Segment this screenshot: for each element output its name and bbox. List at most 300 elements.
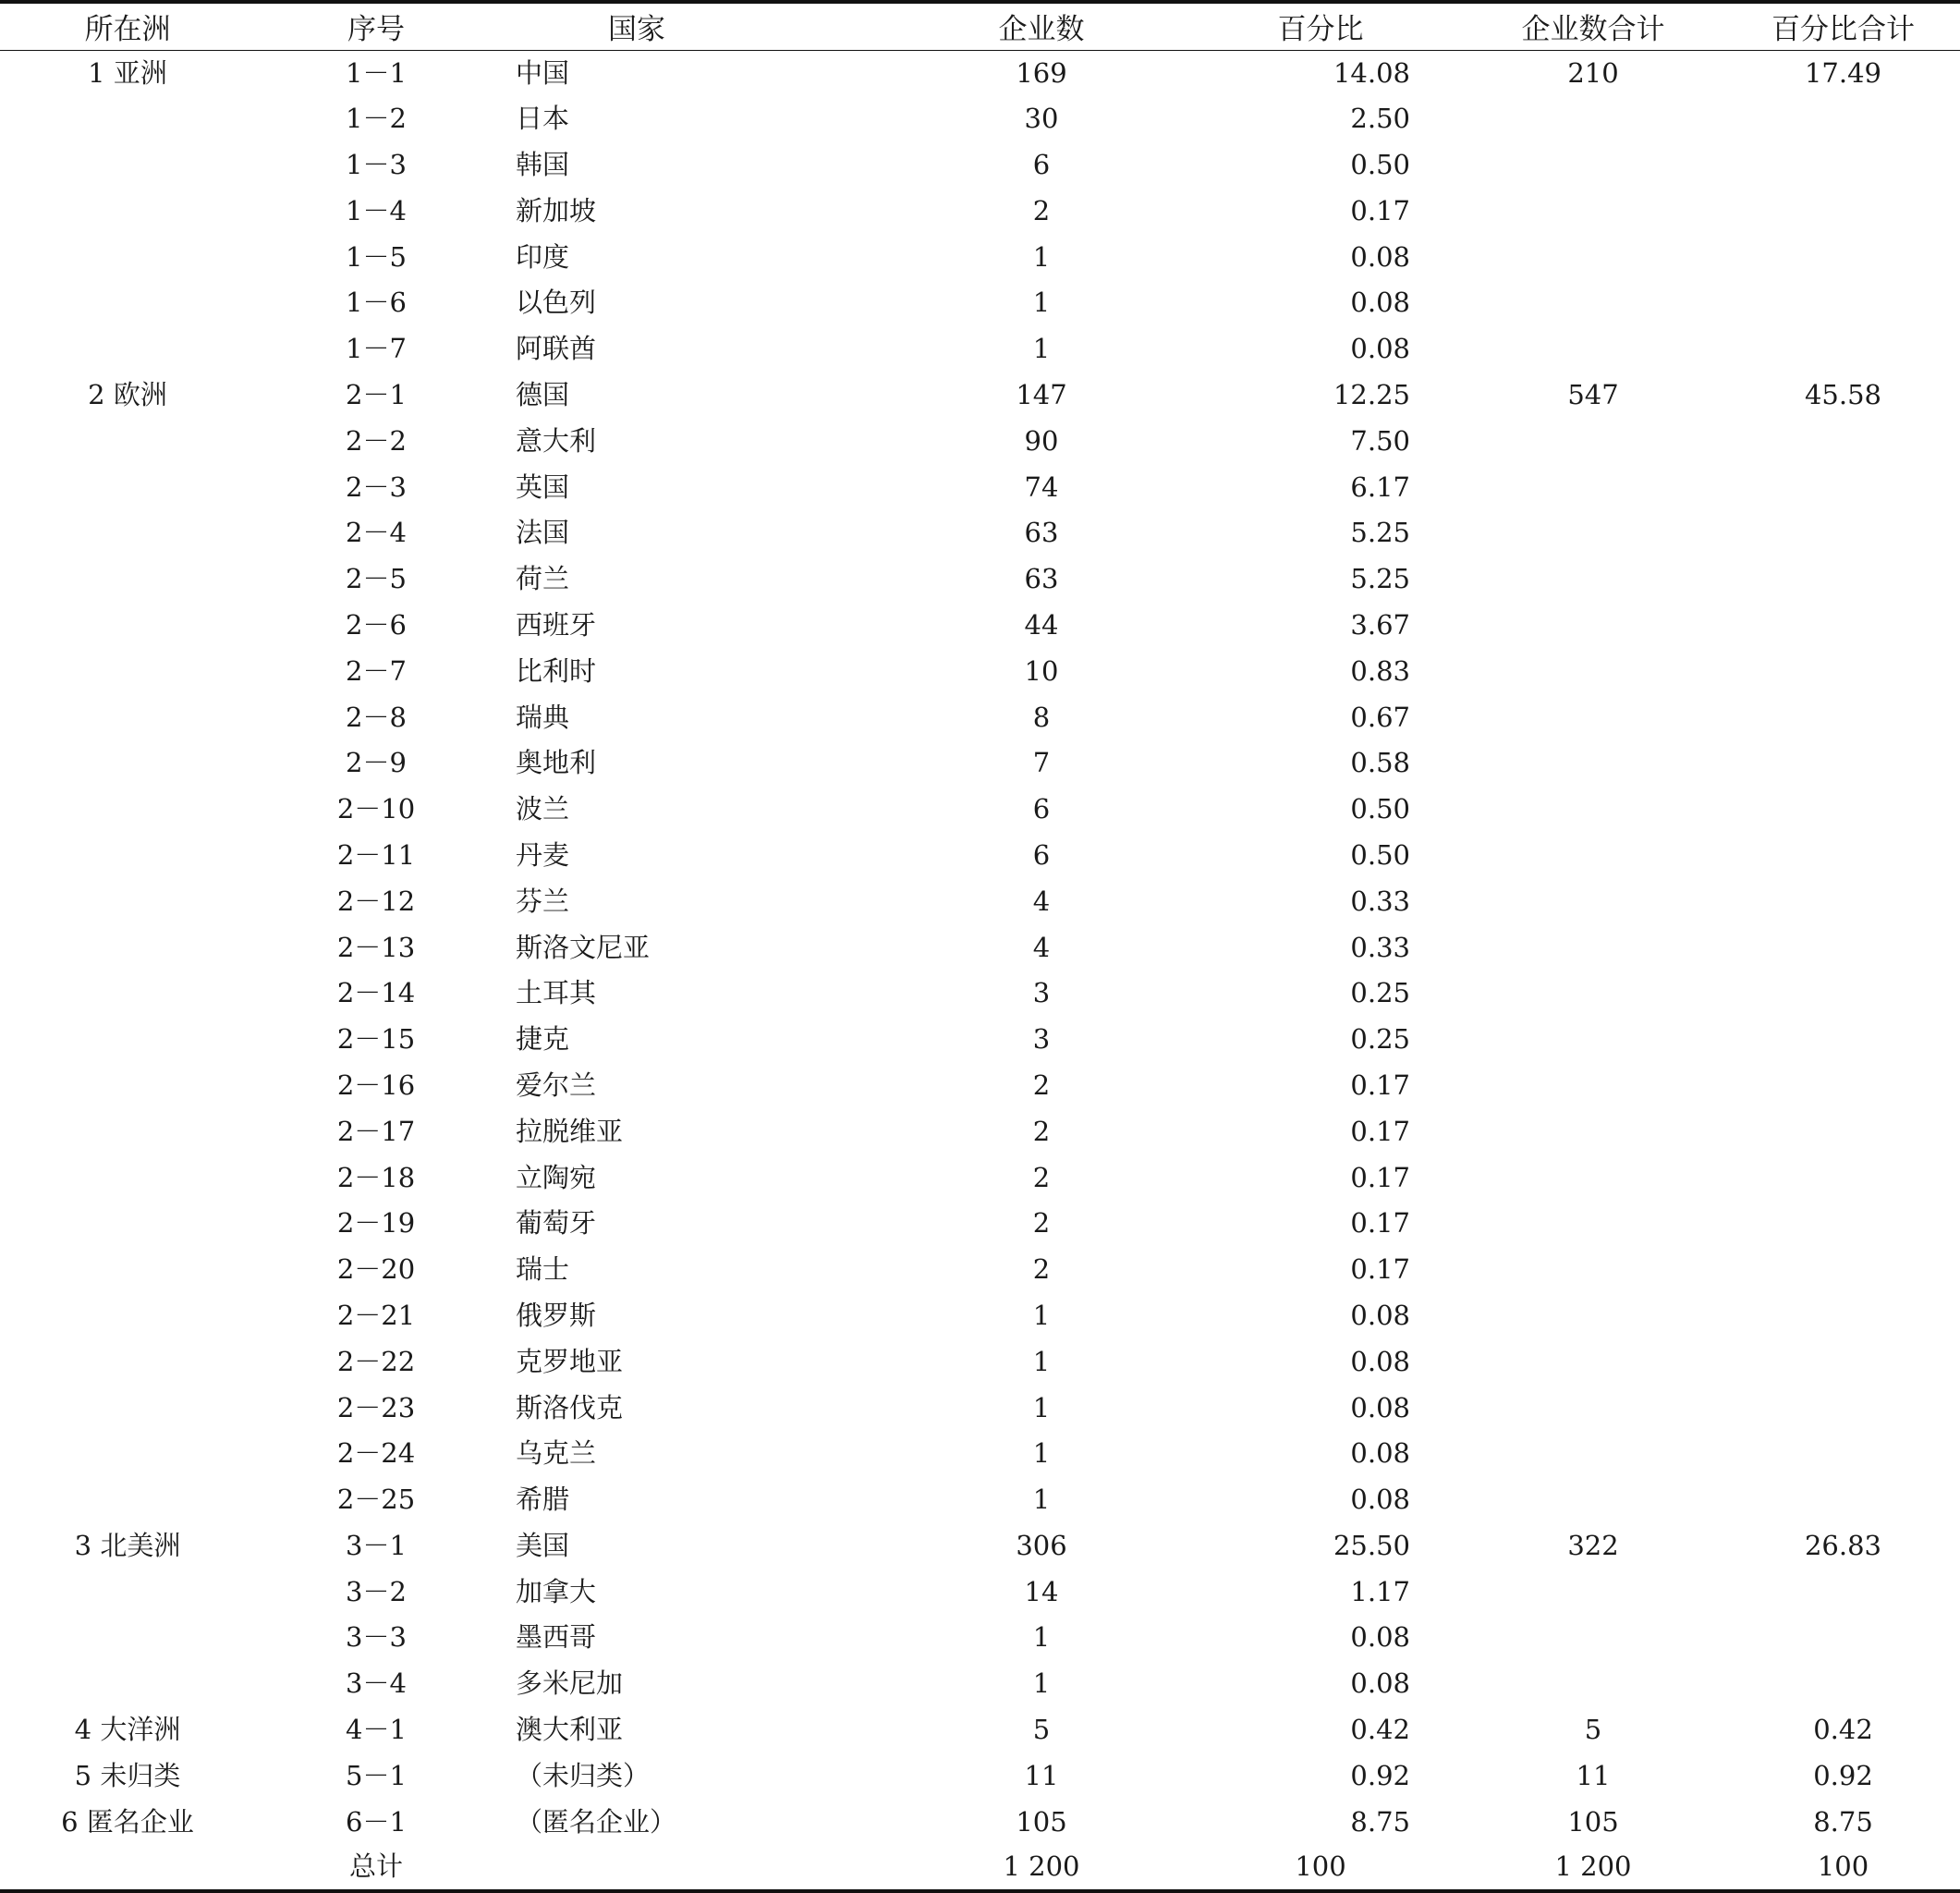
cell-count: 105 [1016,1805,1067,1838]
cell-seq: 3－4 [346,1667,407,1700]
cell-count-total [1460,924,1726,971]
cell-count-total: 547 [1567,378,1619,410]
cell-count: 3 [1032,1023,1051,1056]
cell-percent: 0.08 [1350,1484,1410,1516]
cell-count-total [1460,971,1726,1017]
cell-count-total: 322 [1567,1529,1619,1561]
table-row [0,1799,1960,1845]
cell-percent-total [1726,326,1960,372]
cell-count-total [1460,1615,1726,1661]
cell-country: 德国 [516,378,570,410]
cell-continent [0,464,255,510]
cell-count: 11 [1024,1759,1059,1791]
cell-percent: 6.17 [1350,470,1410,503]
cell-country: 荷兰 [516,563,570,595]
cell-count: 10 [1024,654,1059,687]
cell-percent: 0.17 [1350,1161,1410,1193]
table-row [0,326,1960,372]
cell-continent: 1 亚洲 [88,56,167,89]
cell-count: 5 [1032,1714,1051,1746]
cell-count: 1 [1032,1345,1051,1377]
cell-count-total [1460,603,1726,649]
cell-seq: 2－25 [336,1484,416,1516]
header-row [0,2,1960,50]
cell-country: 葡萄牙 [516,1207,597,1240]
table-row [0,96,1960,142]
cell-percent: 0.58 [1350,747,1410,779]
cell-count: 147 [1016,378,1067,410]
cell-country: 波兰 [516,793,570,825]
cell-count: 2 [1032,1207,1051,1240]
header-percent-total: 百分比合计 [1726,2,1960,50]
cell-count-total [1460,740,1726,787]
cell-percent: 5.25 [1350,563,1410,595]
cell-country: 加拿大 [516,1575,597,1607]
cell-country: 丹麦 [516,838,570,871]
table-row [0,1293,1960,1339]
header-percent: 百分比 [1181,2,1460,50]
cell-count: 1 [1032,1621,1051,1654]
cell-count-total [1460,878,1726,924]
cell-seq: 5－1 [346,1759,407,1791]
cell-count: 1 [1032,287,1051,319]
cell-continent [0,1338,255,1385]
cell-country: 多米尼加 [516,1667,624,1700]
cell-seq: 2－15 [336,1023,416,1056]
table-row [0,556,1960,603]
cell-country: 瑞士 [516,1253,570,1286]
cell-count-total [1460,464,1726,510]
cell-seq: 2－8 [346,701,407,733]
cell-percent: 0.08 [1350,1621,1410,1654]
cell-percent: 0.17 [1350,1069,1410,1101]
cell-count-total [1460,787,1726,833]
table-row [0,510,1960,556]
cell-seq: 2－23 [336,1391,416,1423]
cell-continent [0,787,255,833]
cell-country: 土耳其 [516,977,597,1009]
table-row [0,1154,1960,1201]
cell-continent [0,326,255,372]
cell-seq: 2－20 [336,1253,416,1286]
cell-country: 意大利 [516,424,597,457]
cell-continent [0,1615,255,1661]
cell-country: 日本 [516,103,570,135]
cell-percent-total: 17.49 [1804,56,1882,89]
cell-percent-total [1726,418,1960,464]
cell-seq: 2－9 [346,747,407,779]
cell-continent [0,556,255,603]
cell-percent: 0.08 [1350,1667,1410,1700]
table-row [0,740,1960,787]
cell-seq: 2－14 [336,977,416,1009]
cell-country: 以色列 [516,287,597,319]
cell-continent [0,1063,255,1109]
cell-count-total: 11 [1576,1759,1611,1791]
cell-percent: 2.50 [1350,103,1410,135]
cell-country: 俄罗斯 [516,1299,597,1331]
cell-country: 西班牙 [516,608,597,641]
cell-count-total [1460,188,1726,234]
cell-continent [0,740,255,787]
cell-continent: 5 未归类 [74,1759,181,1791]
cell-seq: 2－19 [336,1207,416,1240]
table-row [0,1201,1960,1247]
cell-percent: 0.17 [1350,1253,1410,1286]
cell-count-total [1460,234,1726,280]
table-row [0,372,1960,419]
cell-count: 3 [1032,977,1051,1009]
cell-count: 1 [1032,1299,1051,1331]
cell-continent [0,971,255,1017]
table-row [0,418,1960,464]
cell-seq: 2－12 [336,885,416,917]
cell-percent: 3.67 [1350,608,1410,641]
cell-percent-total [1726,833,1960,879]
cell-percent-total [1726,142,1960,189]
cell-country: 印度 [516,240,570,273]
cell-percent-total [1726,1615,1960,1661]
cell-country: 斯洛伐克 [516,1391,624,1423]
cell-count: 1 [1032,1437,1051,1470]
cell-percent-total [1726,1661,1960,1707]
cell-seq: 2－10 [336,793,416,825]
header-count: 企业数 [902,2,1181,50]
cell-seq: 3－1 [346,1529,407,1561]
table-row [0,1063,1960,1109]
cell-percent: 14.08 [1333,56,1410,89]
cell-percent-total [1726,1063,1960,1109]
table-row [0,1017,1960,1063]
cell-country: 斯洛文尼亚 [516,931,651,963]
cell-percent: 0.83 [1350,654,1410,687]
cell-count-total [1460,326,1726,372]
total-count: 1 200 [902,1845,1181,1891]
cell-percent: 0.08 [1350,1345,1410,1377]
cell-count: 8 [1032,701,1051,733]
cell-count-total [1460,1338,1726,1385]
cell-country: 奥地利 [516,747,597,779]
cell-count-total [1460,1569,1726,1615]
cell-count: 63 [1024,563,1059,595]
cell-count: 2 [1032,1069,1051,1101]
cell-count: 74 [1024,470,1059,503]
cell-percent: 5.25 [1350,517,1410,549]
total-percent-total: 100 [1726,1845,1960,1891]
cell-percent: 0.33 [1350,885,1410,917]
cell-country: 韩国 [516,148,570,180]
cell-percent-total [1726,556,1960,603]
cell-percent-total: 45.58 [1804,378,1882,410]
cell-count-total [1460,1063,1726,1109]
cell-percent-total: 8.75 [1813,1805,1873,1838]
cell-count-total [1460,694,1726,740]
cell-percent-total [1726,1154,1960,1201]
cell-percent-total [1726,1201,1960,1247]
cell-continent [0,280,255,326]
cell-country: 爱尔兰 [516,1069,597,1101]
cell-seq: 6－1 [346,1805,407,1838]
cell-continent [0,1569,255,1615]
cell-percent: 0.17 [1350,1115,1410,1147]
total-cell-continent [0,1845,255,1891]
table-body [0,50,1960,1891]
cell-count-total [1460,1154,1726,1201]
cell-seq: 2－2 [346,424,407,457]
cell-percent: 0.17 [1350,194,1410,226]
cell-seq: 2－18 [336,1161,416,1193]
cell-percent: 0.50 [1350,148,1410,180]
cell-continent: 6 匿名企业 [61,1805,194,1838]
cell-seq: 2－17 [336,1115,416,1147]
cell-country: 中国 [516,56,570,89]
cell-continent [0,1385,255,1431]
cell-percent: 0.17 [1350,1207,1410,1240]
cell-country: 墨西哥 [516,1621,597,1654]
cell-percent: 0.25 [1350,1023,1410,1056]
table-row [0,1338,1960,1385]
cell-seq: 1－6 [346,287,407,319]
cell-count-total: 5 [1584,1714,1602,1746]
cell-count: 1 [1032,1667,1051,1700]
total-percent: 100 [1181,1845,1460,1891]
cell-count-total [1460,418,1726,464]
table-row [0,188,1960,234]
cell-continent [0,188,255,234]
cell-count: 6 [1032,838,1051,871]
cell-count-total [1460,1017,1726,1063]
cell-continent [0,510,255,556]
cell-count-total: 210 [1567,56,1619,89]
cell-percent-total [1726,1247,1960,1293]
cell-count-total [1460,1201,1726,1247]
cell-count-total [1460,1661,1726,1707]
table-header [0,2,1960,50]
table-row [0,878,1960,924]
cell-count: 90 [1024,424,1059,457]
cell-count-total [1460,280,1726,326]
header-country: 国家 [497,2,902,50]
cell-percent: 0.42 [1350,1714,1410,1746]
cell-percent-total: 26.83 [1804,1529,1882,1561]
cell-continent [0,1108,255,1154]
cell-continent [0,142,255,189]
total-count-total: 1 200 [1460,1845,1726,1891]
cell-continent [0,1247,255,1293]
cell-continent [0,1154,255,1201]
cell-seq: 2－3 [346,470,407,503]
cell-percent: 0.50 [1350,793,1410,825]
cell-count: 6 [1032,793,1051,825]
cell-continent [0,1293,255,1339]
cell-seq: 2－22 [336,1345,416,1377]
cell-count: 1 [1032,333,1051,365]
cell-count: 1 [1032,1391,1051,1423]
cell-seq: 2－16 [336,1069,416,1101]
cell-count-total: 105 [1567,1805,1619,1838]
cell-continent [0,694,255,740]
cell-count-total [1460,1108,1726,1154]
cell-count: 2 [1032,1115,1051,1147]
cell-continent [0,96,255,142]
table-row [0,1385,1960,1431]
total-label: 总计 [255,1845,497,1891]
cell-country: 希腊 [516,1484,570,1516]
cell-percent: 25.50 [1333,1529,1410,1561]
cell-continent [0,418,255,464]
cell-country: 拉脱维亚 [516,1115,624,1147]
cell-seq: 4－1 [346,1714,407,1746]
cell-count-total [1460,1247,1726,1293]
cell-seq: 1－7 [346,333,407,365]
cell-continent [0,878,255,924]
cell-percent: 0.08 [1350,333,1410,365]
cell-seq: 2－24 [336,1437,416,1470]
cell-seq: 2－4 [346,517,407,549]
cell-percent-total [1726,188,1960,234]
table-row [0,694,1960,740]
cell-percent-total [1726,971,1960,1017]
cell-seq: 2－5 [346,563,407,595]
cell-country: 立陶宛 [516,1161,597,1193]
cell-country: 芬兰 [516,885,570,917]
cell-count: 2 [1032,194,1051,226]
cell-percent: 0.08 [1350,1391,1410,1423]
table-row [0,1247,1960,1293]
table-row [0,1523,1960,1569]
cell-percent: 0.08 [1350,1437,1410,1470]
cell-percent: 8.75 [1350,1805,1410,1838]
cell-count-total [1460,1293,1726,1339]
cell-percent: 0.33 [1350,931,1410,963]
cell-percent-total [1726,694,1960,740]
cell-seq: 1－5 [346,240,407,273]
cell-percent-total [1726,1569,1960,1615]
cell-percent-total [1726,648,1960,694]
table-row [0,1477,1960,1523]
cell-seq: 3－2 [346,1575,407,1607]
cell-percent-total [1726,878,1960,924]
cell-continent [0,833,255,879]
table-row [0,464,1960,510]
cell-percent-total [1726,787,1960,833]
cell-percent-total [1726,1108,1960,1154]
cell-count-total [1460,833,1726,879]
cell-continent [0,1201,255,1247]
table-row [0,603,1960,649]
cell-country: 美国 [516,1529,570,1561]
cell-percent: 7.50 [1350,424,1410,457]
cell-percent: 0.92 [1350,1759,1410,1791]
cell-continent [0,1477,255,1523]
cell-percent: 0.08 [1350,240,1410,273]
cell-percent-total [1726,1293,1960,1339]
table-row [0,971,1960,1017]
cell-continent [0,648,255,694]
cell-percent-total [1726,1477,1960,1523]
table-row [0,833,1960,879]
table-row [0,1569,1960,1615]
cell-percent-total [1726,1017,1960,1063]
cell-country: 克罗地亚 [516,1345,624,1377]
cell-count: 7 [1032,747,1051,779]
cell-count: 4 [1032,931,1051,963]
cell-percent-total [1726,1338,1960,1385]
cell-continent [0,234,255,280]
cell-percent-total: 0.92 [1813,1759,1873,1791]
cell-percent-total [1726,510,1960,556]
header-count-total: 企业数合计 [1460,2,1726,50]
cell-percent: 0.25 [1350,977,1410,1009]
cell-seq: 1－4 [346,194,407,226]
cell-continent [0,1431,255,1477]
cell-percent: 0.08 [1350,1299,1410,1331]
cell-percent: 0.50 [1350,838,1410,871]
table-row [0,142,1960,189]
total-row [0,1845,1960,1891]
cell-country: 英国 [516,470,570,503]
table-row [0,1615,1960,1661]
cell-percent-total [1726,603,1960,649]
cell-count: 63 [1024,517,1059,549]
cell-seq: 1－3 [346,148,407,180]
cell-country: （未归类） [516,1759,651,1791]
cell-count-total [1460,1385,1726,1431]
cell-percent: 12.25 [1333,378,1410,410]
cell-continent [0,924,255,971]
cell-seq: 2－11 [336,838,416,871]
cell-country: 新加坡 [516,194,597,226]
cell-count: 2 [1032,1253,1051,1286]
cell-percent: 0.67 [1350,701,1410,733]
cell-percent-total [1726,1431,1960,1477]
cell-country: 阿联酋 [516,333,597,365]
cell-count: 6 [1032,148,1051,180]
table-row [0,1108,1960,1154]
cell-percent-total [1726,924,1960,971]
cell-seq: 2－1 [346,378,407,410]
cell-count-total [1460,648,1726,694]
cell-percent-total: 0.42 [1813,1714,1873,1746]
cell-continent [0,603,255,649]
cell-count: 30 [1024,103,1059,135]
cell-continent: 2 欧洲 [88,378,167,410]
cell-count: 2 [1032,1161,1051,1193]
table-row [0,234,1960,280]
cell-percent-total [1726,464,1960,510]
table-row [0,50,1960,96]
table-row [0,924,1960,971]
table-row [0,648,1960,694]
total-cell-country [497,1845,902,1891]
table-row [0,1707,1960,1753]
table-row [0,787,1960,833]
cell-seq: 2－21 [336,1299,416,1331]
cell-continent: 4 大洋洲 [74,1714,181,1746]
cell-country: （匿名企业） [516,1805,677,1838]
cell-count: 1 [1032,240,1051,273]
cell-count: 169 [1016,56,1067,89]
cell-seq: 2－7 [346,654,407,687]
cell-count-total [1460,96,1726,142]
cell-percent: 0.08 [1350,287,1410,319]
table-row [0,280,1960,326]
cell-count: 4 [1032,885,1051,917]
cell-count-total [1460,510,1726,556]
cell-continent: 3 北美洲 [74,1529,181,1561]
cell-count: 44 [1024,608,1059,641]
cell-country: 法国 [516,517,570,549]
